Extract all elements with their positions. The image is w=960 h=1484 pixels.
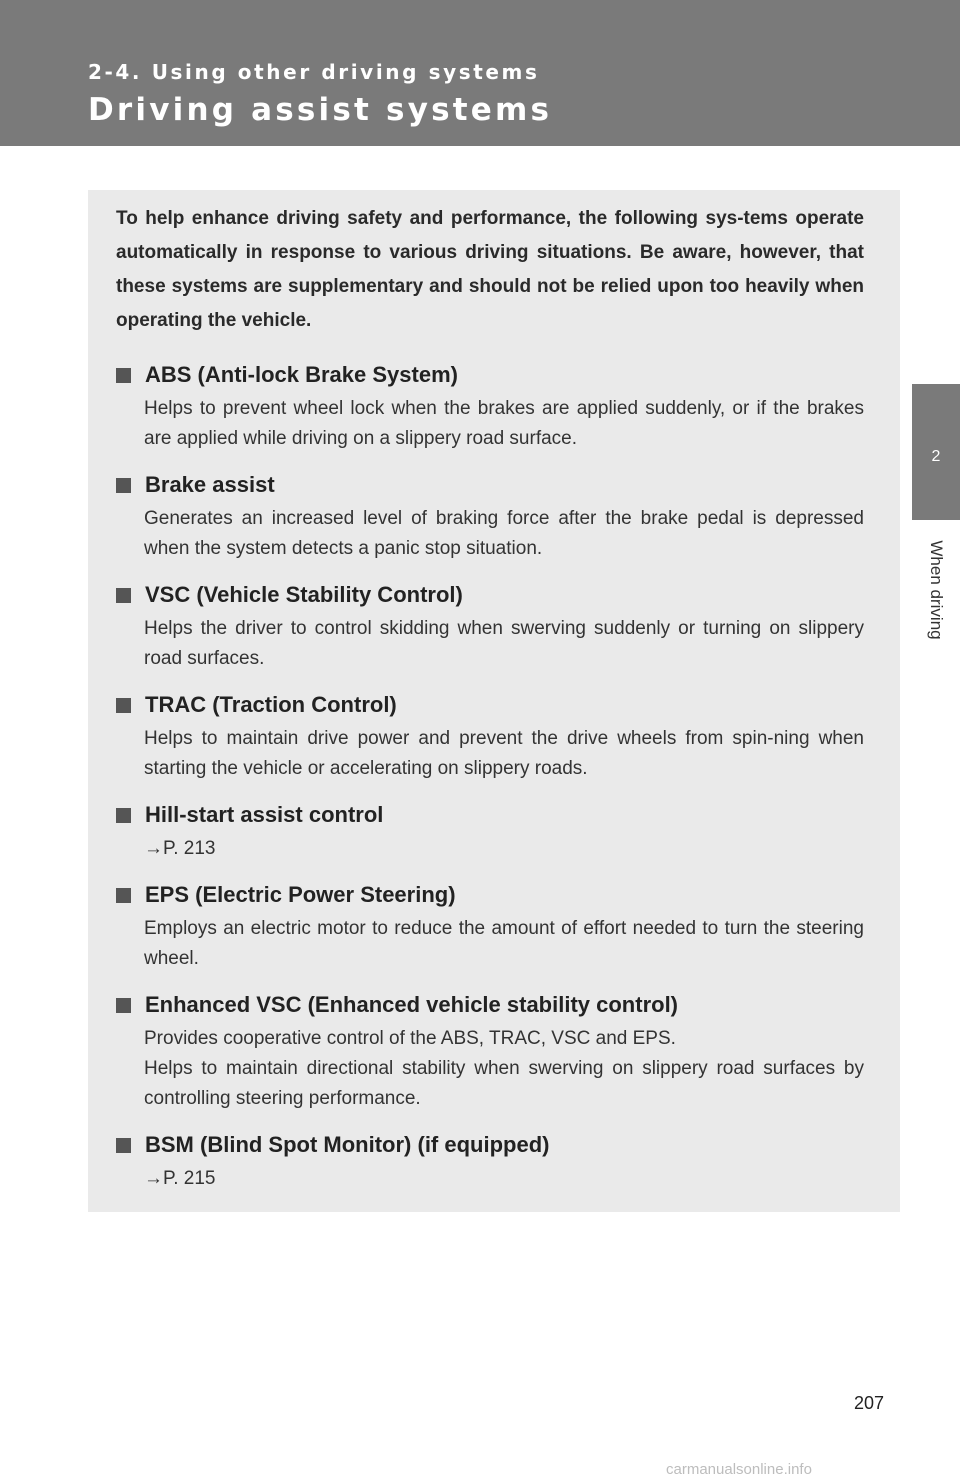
bullet-square-icon: [116, 888, 131, 903]
page-number: 207: [854, 1393, 885, 1413]
section-eps: [116, 880, 864, 974]
section-heading: TRAC (Traction Control): [145, 692, 397, 717]
section-body: Generates an increased level of braking force after the brake pedal is depressed when the system detects a panic stop situation.: [144, 508, 864, 559]
section-label: 2-4. Using other driving systems: [88, 60, 540, 84]
bullet-square-icon: [116, 698, 131, 713]
section-body: Provides cooperative control of the ABS, TRAC, VSC and EPS.: [144, 1028, 676, 1049]
section-vsc: [116, 580, 864, 674]
section-body: Employs an electric motor to reduce the amount of effort needed to turn the steering wheel.: [144, 918, 864, 969]
section-heading: Enhanced VSC (Enhanced vehicle stability control): [145, 992, 679, 1017]
bullet-square-icon: [116, 478, 131, 493]
bullet-square-icon: [116, 998, 131, 1013]
section-heading: Hill-start assist control: [145, 802, 384, 827]
section-bsm: [116, 1130, 864, 1194]
section-enhanced-vsc: [116, 990, 864, 1114]
page-reference: →P. 213: [144, 838, 216, 859]
page-header: [0, 0, 960, 146]
bullet-square-icon: [116, 588, 131, 603]
section-heading: BSM (Blind Spot Monitor) (if equipped): [145, 1132, 550, 1157]
chapter-side-tab: [912, 0, 960, 1484]
bullet-square-icon: [116, 808, 131, 823]
section-heading: ABS (Anti-lock Brake System): [145, 362, 458, 387]
section-body: Helps the driver to control skidding when swerving suddenly or turning on slippery road surfaces.: [144, 618, 864, 669]
section-brake-assist: [116, 470, 864, 564]
content-box: [88, 190, 900, 1212]
section-heading: VSC (Vehicle Stability Control): [145, 582, 463, 607]
section-heading: EPS (Electric Power Steering): [145, 882, 456, 907]
intro-paragraph: To help enhance driving safety and performance, the following sys-tems operate automatically in response to various driving situations. Be aware, however, that these systems are supplementary and should not be relied upon too heavily when operating the vehicle.: [116, 208, 864, 331]
section-hill-start: [116, 800, 864, 864]
page-title: Driving assist systems: [88, 92, 553, 128]
section-body-continued: Helps to maintain directional stability when swerving on slippery road surfaces by controlling steering performance.: [144, 1058, 864, 1109]
section-trac: [116, 690, 864, 784]
section-abs: [116, 360, 864, 454]
section-body: Helps to prevent wheel lock when the brakes are applied suddenly, or if the brakes are applied while driving on a slippery road surface.: [144, 398, 864, 449]
bullet-square-icon: [116, 368, 131, 383]
chapter-number: 2: [931, 448, 941, 465]
chapter-name: When driving: [927, 540, 946, 640]
bullet-square-icon: [116, 1138, 131, 1153]
page-reference: →P. 215: [144, 1168, 216, 1189]
section-heading: Brake assist: [145, 472, 275, 497]
section-body: Helps to maintain drive power and prevent the drive wheels from spin-ning when starting the vehicle or accelerating on slippery roads.: [144, 728, 864, 779]
watermark: carmanualsonline.info: [666, 1461, 812, 1478]
